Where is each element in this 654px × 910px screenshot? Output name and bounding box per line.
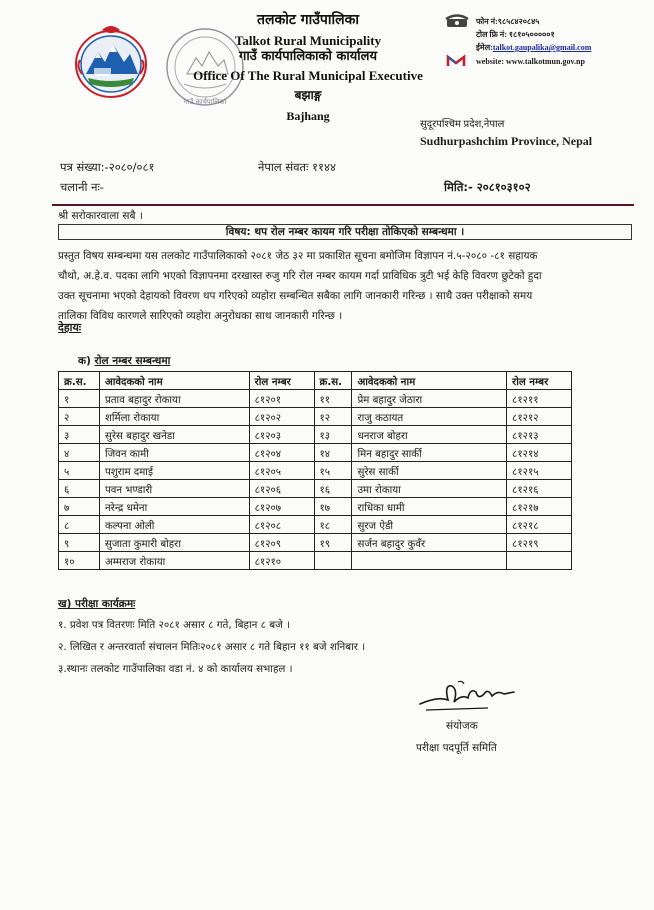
table-cell: ८१२०२ xyxy=(249,408,314,426)
table-cell: ८१२१९ xyxy=(507,534,572,552)
table-cell: राजु कठायत xyxy=(352,408,507,426)
phone-icon xyxy=(444,14,472,28)
section-a-heading xyxy=(78,354,170,368)
gmail-icon xyxy=(444,54,472,68)
table-row xyxy=(59,480,572,498)
table-cell: २ xyxy=(59,408,100,426)
column-header: रोल नम्बर xyxy=(507,372,572,390)
column-header: क्र.स. xyxy=(314,372,352,390)
exam-schedule-heading: ख) परीक्षा कार्यक्रमः xyxy=(58,598,136,610)
table-cell: ८१२०९ xyxy=(249,534,314,552)
table-cell: पशुराम दमाई xyxy=(99,462,249,480)
column-header: रोल नम्बर xyxy=(249,372,314,390)
paragraph-line: चौथो, अ.हे.व. पदका लागि भएको विज्ञापनमा दरखास्त रुजु गरि रोल नम्बर कायम गर्दा प्राविधिक त्रुटी भई केहि विवरण छुटेको हुदा xyxy=(58,270,542,282)
table-cell: सुरज ऐडी xyxy=(352,516,507,534)
table-cell: १ xyxy=(59,390,100,408)
following-heading: देहायः xyxy=(58,321,82,334)
office-name-np: गाउँ कार्यपालिकाको कार्यालय xyxy=(239,48,377,64)
paragraph-line: प्रस्तुत विषय सम्बन्धमा यस तलकोट गाउँपालिकाको २०८१ जेठ ३२ मा प्रकाशित सूचना बमोजिम विज्ञापन नं.५-२०८० -८१ सहायक xyxy=(58,250,538,262)
table-cell: मिन बहादुर सार्की xyxy=(352,444,507,462)
table-cell: अम्मराज रोकाया xyxy=(99,552,249,570)
table-cell: ५ xyxy=(59,462,100,480)
table-cell: ८१२१२ xyxy=(507,408,572,426)
table-cell: १५ xyxy=(314,462,352,480)
letterhead-title-block xyxy=(188,12,428,124)
table-body xyxy=(59,390,572,570)
signatory-committee: परीक्षा पदपूर्ति समिति xyxy=(416,742,497,754)
table-cell: सुरेस बहादुर खनेडा xyxy=(99,426,249,444)
table-cell: सुजाता कुमारी बोहरा xyxy=(99,534,249,552)
table-cell: सुरेस सार्की xyxy=(352,462,507,480)
table-cell: १६ xyxy=(314,480,352,498)
nepal-emblem-icon xyxy=(72,22,150,102)
table-row xyxy=(59,534,572,552)
contact-block xyxy=(444,14,644,68)
table-cell: ८१२१८ xyxy=(507,516,572,534)
letter-date: मिति:- २०८१०३१०२ xyxy=(444,180,531,194)
body-paragraph xyxy=(58,246,634,326)
nepal-sambat: नेपाल संवतः ११४४ xyxy=(258,160,336,174)
table-cell: प्रेम बहादुर जेठारा xyxy=(352,390,507,408)
table-cell: १४ xyxy=(314,444,352,462)
table-cell: ८१२०३ xyxy=(249,426,314,444)
column-header: आवेदकको नाम xyxy=(99,372,249,390)
column-header: क्र.स. xyxy=(59,372,100,390)
table-cell: ८१२०७ xyxy=(249,498,314,516)
table-cell: धनराज बोहरा xyxy=(352,426,507,444)
table-cell: ४ xyxy=(59,444,100,462)
table-cell: जिवन कामी xyxy=(99,444,249,462)
schedule-item: ३.स्थानः तलकोट गाउँपालिका वडा नं. ४ को कार्यालय सभाहल । xyxy=(58,663,293,675)
table-cell: ८१२१७ xyxy=(507,498,572,516)
table-cell: ८ xyxy=(59,516,100,534)
schedule-item: १. प्रवेश पत्र वितरणः मिति २०८१ असार ८ गते, बिहान ८ बजे । xyxy=(58,619,290,631)
schedule-item: २. लिखित र अन्तरवार्ता संचालन मितिः२०८१ असार ८ गते बिहान ११ बजे शनिबार । xyxy=(58,641,366,653)
table-cell xyxy=(352,552,507,570)
table-row xyxy=(59,444,572,462)
handwritten-signature-icon xyxy=(418,676,518,716)
table-cell: सर्जन बहादुर कुवँर xyxy=(352,534,507,552)
table-cell: ६ xyxy=(59,480,100,498)
table-cell: नरेन्द्र धमेना xyxy=(99,498,249,516)
province-np: सुदूरपश्चिम प्रदेश,नेपाल xyxy=(420,119,505,130)
header-divider xyxy=(52,204,634,206)
table-cell: ९ xyxy=(59,534,100,552)
tollfree-number: टोल फ्रि नं: १८१०५०००००१ xyxy=(476,30,555,39)
table-cell: पवन भण्डारी xyxy=(99,480,249,498)
table-row xyxy=(59,498,572,516)
email-label: ईमेल: xyxy=(476,43,493,52)
table-cell: ८१२०६ xyxy=(249,480,314,498)
table-cell: १० xyxy=(59,552,100,570)
table-cell: ११ xyxy=(314,390,352,408)
municipality-name-np: तलकोट गाउँपालिका xyxy=(256,12,360,28)
table-cell: ८१२०५ xyxy=(249,462,314,480)
website-text[interactable]: website: www.talkotmun.gov.np xyxy=(476,56,585,66)
section-a-title: रोल नम्बर सम्बन्धमा xyxy=(94,355,171,367)
table-cell: शर्मिला रोकाया xyxy=(99,408,249,426)
municipality-name-en: Talkot Rural Municipality xyxy=(234,32,382,48)
table-cell: राधिका धामी xyxy=(352,498,507,516)
paragraph-line: तालिका विविध कारणले सारिएको व्यहोरा अनुरोधका साथ जानकारी गरिन्छ । xyxy=(58,310,343,322)
recipient-line: श्री सरोकारवाला सबै । xyxy=(58,210,143,222)
table-cell: १८ xyxy=(314,516,352,534)
roll-number-table xyxy=(58,371,572,570)
office-name-en: Office Of The Rural Municipal Executive xyxy=(193,68,423,83)
table-row xyxy=(59,552,572,570)
table-cell: प्रताव बहादुर रोकाया xyxy=(99,390,249,408)
district-np: बझाङ्ग xyxy=(294,88,322,103)
table-cell xyxy=(507,552,572,570)
email-link[interactable]: talkot.gaupalika@gmail.com xyxy=(492,43,592,52)
column-header: आवेदकको नाम xyxy=(352,372,507,390)
table-cell: १२ xyxy=(314,408,352,426)
phone-number: फोन नं:९८५८४२०८४५ xyxy=(476,16,540,26)
table-cell: ३ xyxy=(59,426,100,444)
district-en: Bajhang xyxy=(286,109,330,124)
table-row xyxy=(59,426,572,444)
table-row xyxy=(59,390,572,408)
table-cell: ८१२०१ xyxy=(249,390,314,408)
paragraph-line: उक्त सूचनामा भएको देहायको विवरण थप गरिएको व्यहोरा सम्बन्धित सबैका लागि जानकारी गरिन्छ । साथै उक्त परीक्षाको समय xyxy=(58,290,533,302)
exam-schedule-list xyxy=(58,614,365,680)
section-a-prefix: क) xyxy=(78,355,91,367)
letter-number: पत्र संख्या:-२०८०/०८१ xyxy=(60,160,155,174)
table-cell: १७ xyxy=(314,498,352,516)
table-row xyxy=(59,408,572,426)
subject-line: विषय: थप रोल नम्बर कायम गरि परीक्षा तोकिएको सम्बन्धमा । xyxy=(58,224,632,240)
dispatch-number: चलानी नः- xyxy=(60,180,104,194)
table-cell: ८१२१५ xyxy=(507,462,572,480)
province-en: Sudhurpashchim Province, Nepal xyxy=(420,134,593,148)
province-block xyxy=(420,117,592,149)
table-cell: ८१२०८ xyxy=(249,516,314,534)
stamp-text: गाउँ कार्यपालिका xyxy=(183,98,227,106)
table-cell: ८१२१३ xyxy=(507,426,572,444)
table-cell: उमा रोकाया xyxy=(352,480,507,498)
table-cell: १९ xyxy=(314,534,352,552)
table-row xyxy=(59,516,572,534)
table-cell: ७ xyxy=(59,498,100,516)
signatory-role: संयोजक xyxy=(446,720,478,732)
table-cell xyxy=(314,552,352,570)
table-cell: कल्पना ओली xyxy=(99,516,249,534)
table-row xyxy=(59,462,572,480)
table-cell: ८१२१६ xyxy=(507,480,572,498)
table-cell: ८१२११ xyxy=(507,390,572,408)
table-cell: १३ xyxy=(314,426,352,444)
table-cell: ८१२१० xyxy=(249,552,314,570)
table-cell: ८१२०४ xyxy=(249,444,314,462)
table-cell: ८१२१४ xyxy=(507,444,572,462)
table-header-row xyxy=(59,372,572,390)
